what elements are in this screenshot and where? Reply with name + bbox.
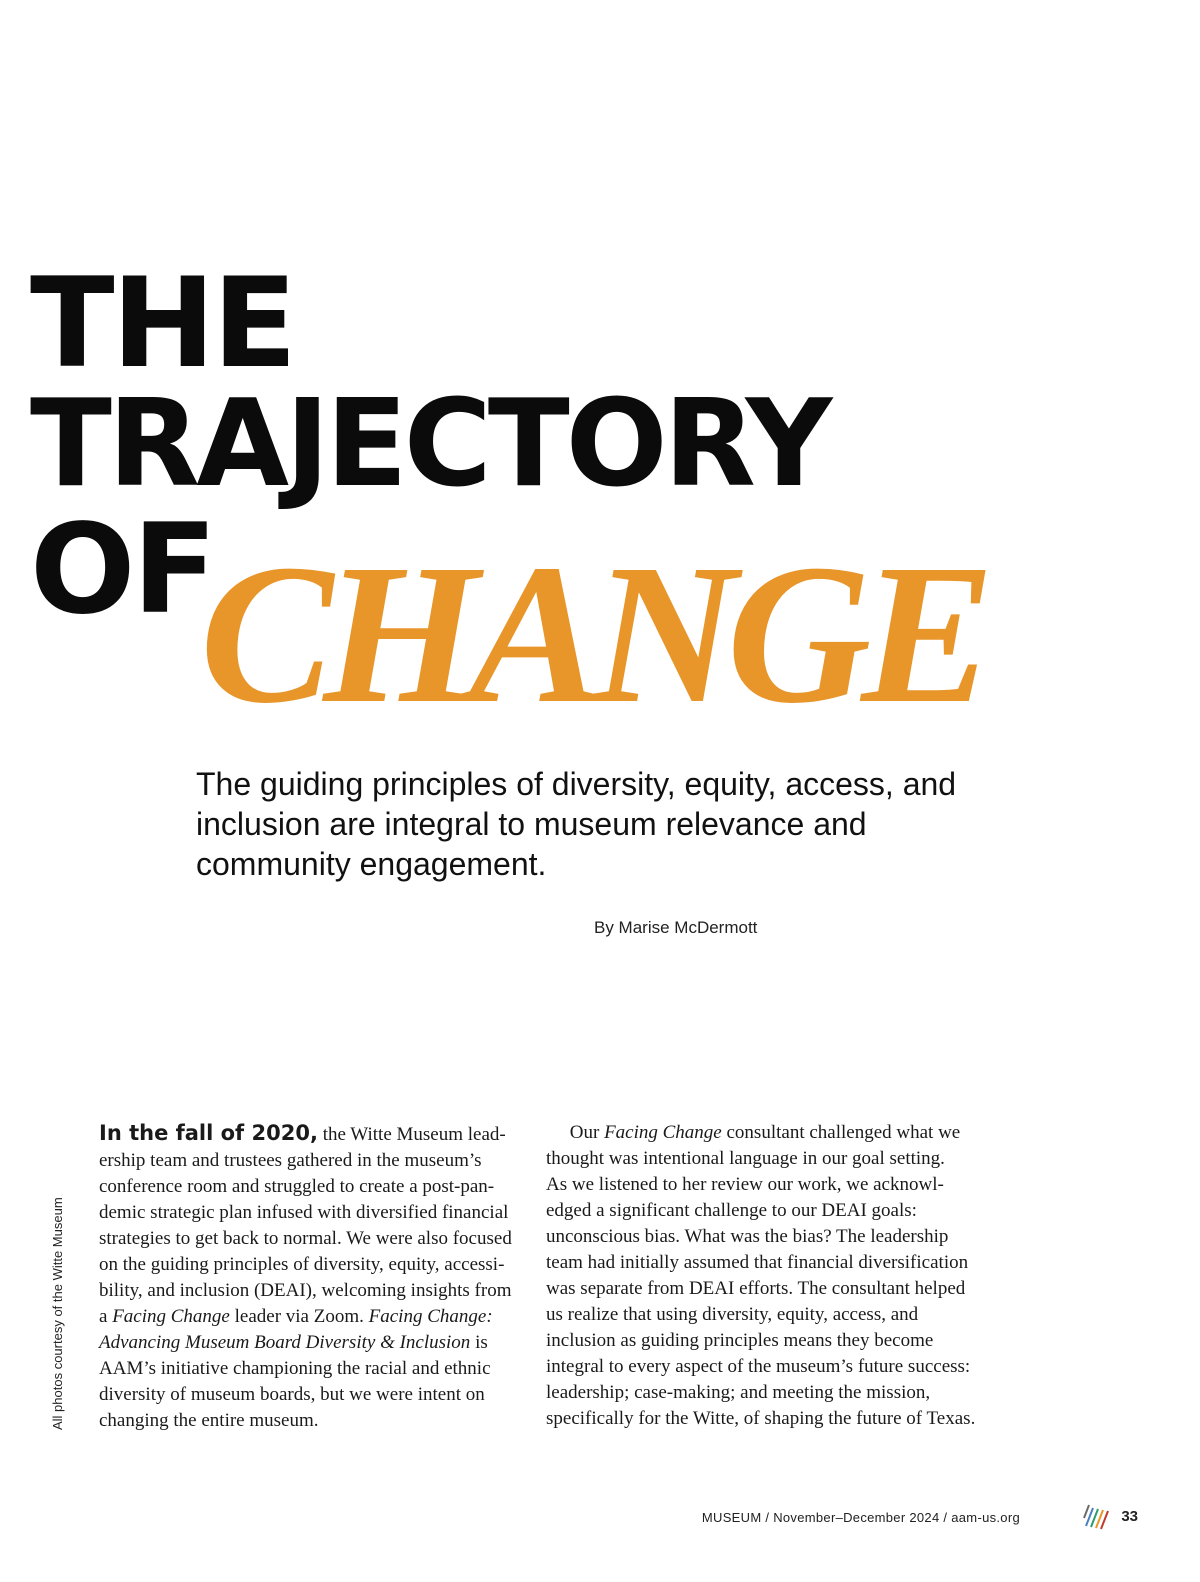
page-number: 33 (1121, 1508, 1138, 1525)
footer-text (702, 1510, 1020, 1525)
aam-logo-icon (1082, 1502, 1110, 1530)
body-line: on the guiding principles of diversity, equity, accessi- (99, 1254, 505, 1275)
body-text: is (470, 1332, 488, 1353)
body-line: edged a significant challenge to our DEAI goals: (546, 1200, 917, 1221)
body-line: thought was intentional language in our goal setting. (546, 1148, 945, 1169)
body-column-1 (99, 1120, 529, 1434)
body-line: team had initially assumed that financial diversification (546, 1252, 969, 1273)
body-column-2 (546, 1120, 976, 1432)
body-text: consultant challenged what we (721, 1122, 961, 1143)
body-line (99, 1120, 529, 1148)
body-line: integral to every aspect of the museum’s future success: (546, 1356, 971, 1377)
body-line: was separate from DEAI efforts. The consultant helped (546, 1278, 966, 1299)
body-line: strategies to get back to normal. We were also focused (99, 1228, 512, 1249)
footer-separator: / (761, 1510, 774, 1525)
footer-separator: / (939, 1510, 952, 1525)
body-line: AAM’s initiative championing the racial and ethnic (99, 1358, 491, 1379)
body-line: ership team and trustees gathered in the museum’s (99, 1150, 482, 1171)
italic-title: Facing Change (112, 1306, 230, 1327)
italic-title: Facing Change: (368, 1306, 493, 1327)
body-line: As we listened to her review our work, we acknowl- (546, 1174, 944, 1195)
byline: By Marise McDermott (594, 918, 758, 937)
headline-line-the: THE (30, 252, 295, 396)
body-text: Our (569, 1122, 605, 1143)
photo-credit: All photos courtesy of the Witte Museum (50, 1197, 65, 1430)
body-line: demic strategic plan infused with diversified financial (99, 1202, 509, 1223)
issue-date: November–December 2024 (773, 1510, 940, 1525)
body-line: us realize that using diversity, equity, access, and (546, 1304, 919, 1325)
body-text: leader via Zoom. (229, 1306, 369, 1327)
body-line (546, 1120, 976, 1146)
headline-line-of: OF (30, 498, 215, 642)
body-line: diversity of museum boards, but we were intent on (99, 1384, 485, 1405)
body-line: conference room and struggled to create a post-pan- (99, 1176, 495, 1197)
body-line: unconscious bias. What was the bias? The leadership (546, 1226, 949, 1247)
body-line: leadership; case-making; and meeting the mission, (546, 1382, 931, 1403)
body-text: the Witte Museum lead- (317, 1124, 506, 1145)
italic-title: Facing Change (604, 1122, 722, 1143)
body-line: inclusion as guiding principles means they become (546, 1330, 934, 1351)
body-line: specifically for the Witte, of shaping the future of Texas. (546, 1408, 976, 1429)
body-line: changing the entire museum. (99, 1410, 319, 1431)
page-footer (700, 1502, 1140, 1532)
headline-line-change: CHANGE (200, 524, 985, 745)
lead-in: In the fall of 2020, (99, 1121, 318, 1145)
publication-name: MUSEUM (701, 1510, 762, 1525)
headline-line-trajectory: TRAJECTORY (30, 375, 829, 514)
website-link[interactable]: aam-us.org (951, 1510, 1020, 1525)
body-text: a (99, 1306, 113, 1327)
body-line (99, 1330, 529, 1356)
body-line: bility, and inclusion (DEAI), welcoming insights from (99, 1280, 512, 1301)
deck-subtitle: The guiding principles of diversity, equity, access, and inclusion are integral to museum relevance and community engagement. (196, 766, 957, 882)
body-line (99, 1304, 529, 1330)
italic-title: Advancing Museum Board Diversity & Inclusion (99, 1332, 471, 1353)
